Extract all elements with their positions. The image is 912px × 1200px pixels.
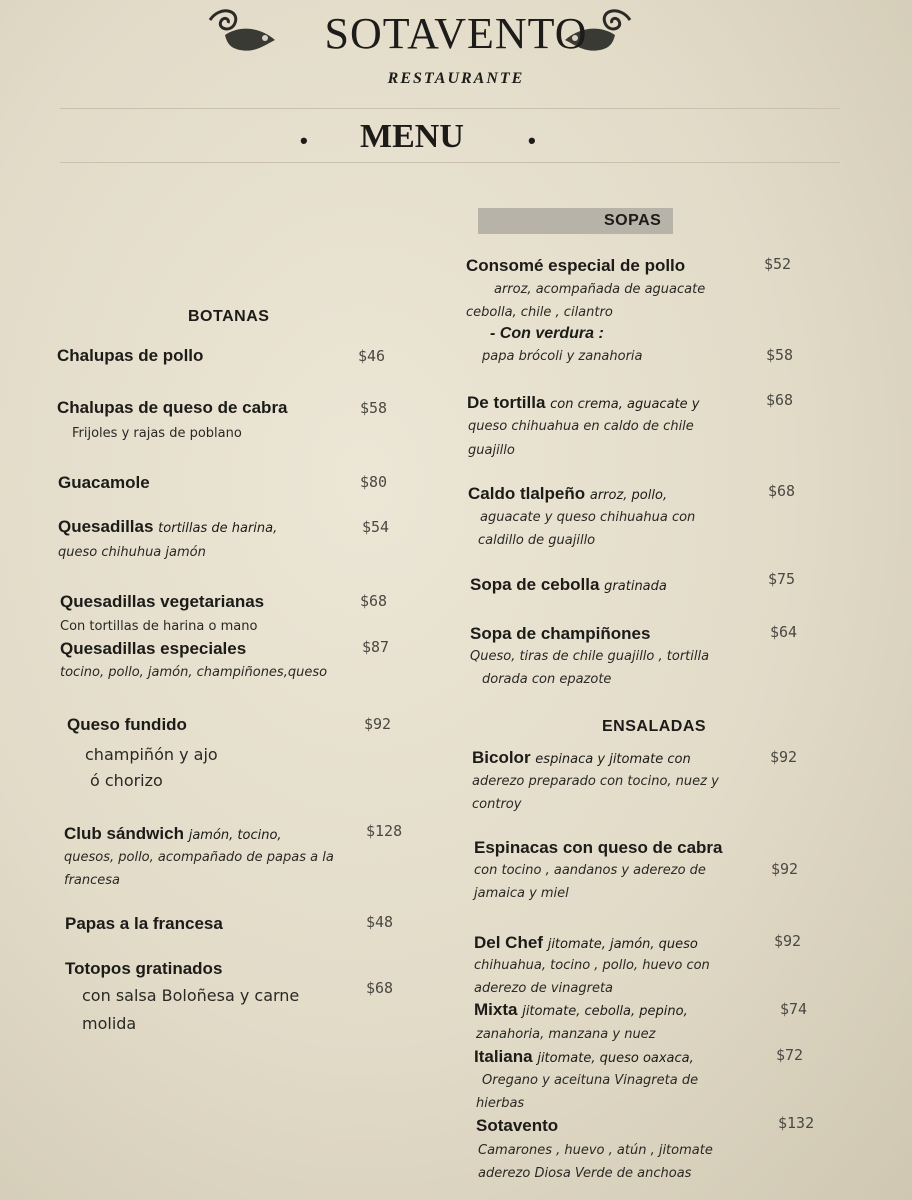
menu-item-desc: aguacate y queso chihuahua con: [480, 510, 696, 525]
header-rule-2: [60, 162, 840, 163]
menu-item-desc: Frijoles y rajas de poblano: [72, 426, 242, 441]
menu-item-desc: dorada con epazote: [482, 672, 612, 687]
restaurant-subtitle: RESTAURANTE: [387, 70, 525, 87]
menu-item-price: $68: [768, 482, 796, 500]
menu-item-name: Queso fundido: [67, 715, 187, 734]
section-title-botanas: BOTANAS: [188, 308, 270, 325]
menu-item-inline: jamón, tocino,: [188, 828, 282, 843]
menu-item-desc: chihuahua, tocino , pollo, huevo con: [474, 958, 710, 973]
menu-item-price: $92: [770, 748, 798, 766]
menu-item-name-text: Bicolor: [472, 748, 531, 767]
menu-item-price: $68: [366, 979, 394, 997]
menu-item-name: Totopos gratinados: [65, 959, 223, 978]
menu-item-name: Guacamole: [58, 473, 150, 492]
menu-item-desc: zanahoria, manzana y nuez: [476, 1027, 656, 1042]
menu-item-name-text: Sopa de cebolla: [470, 575, 600, 594]
menu-item-name: Quesadillas vegetarianas: [60, 592, 265, 611]
menu-item-price: $72: [776, 1046, 804, 1064]
menu-item-price: $92: [774, 932, 802, 950]
menu-item-name-text: Del Chef: [474, 933, 543, 952]
menu-item-name: Papas a la francesa: [65, 914, 223, 933]
menu-title: MENU: [360, 118, 464, 155]
menu-item-inline: con crema, aguacate y: [550, 397, 700, 412]
menu-item-price: $80: [360, 473, 388, 491]
menu-item-name: [472, 748, 691, 768]
menu-item-desc: aderezo preparado con tocino, nuez y: [472, 774, 719, 789]
menu-item-desc: Con tortillas de harina o mano: [60, 619, 258, 634]
menu-item-name: Espinacas con queso de cabra: [474, 838, 723, 857]
menu-item-desc: caldillo de guajillo: [478, 533, 596, 548]
menu-subitem-price: $58: [766, 346, 794, 364]
menu-item-name: [58, 517, 277, 537]
menu-item-desc: arroz, acompañada de aguacate: [494, 282, 706, 297]
menu-item-name: Quesadillas especiales: [60, 639, 247, 658]
menu-item-name: Sotavento: [476, 1116, 559, 1135]
menu-subitem-desc: papa brócoli y zanahoria: [482, 349, 643, 364]
menu-item-price: $74: [780, 1000, 808, 1018]
menu-item-name: [470, 575, 667, 595]
menu-item-name-text: Quesadillas: [58, 517, 154, 536]
menu-item-price: $68: [766, 391, 794, 409]
menu-item-price: $132: [778, 1114, 815, 1132]
menu-item-desc: jamaica y miel: [474, 886, 569, 901]
menu-item-price: $58: [360, 399, 388, 417]
menu-item-name-text: De tortilla: [467, 393, 546, 412]
menu-item-inline: espinaca y jitomate con: [535, 752, 691, 767]
restaurant-logo: SOTAVENTO: [324, 9, 588, 58]
menu-item-price: $52: [764, 255, 792, 273]
menu-item-name: Sopa de champiñones: [470, 624, 651, 643]
menu-item-inline: jitomate, jamón, queso: [547, 937, 698, 952]
menu-item-desc: con salsa Boloñesa y carne: [82, 986, 300, 1005]
menu-item-name: Chalupas de queso de cabra: [57, 398, 288, 417]
header-rule: [60, 108, 840, 109]
menu-item-desc: controy: [472, 797, 522, 812]
menu-item-name: Consomé especial de pollo: [466, 256, 686, 275]
menu-item-desc: tocino, pollo, jamón, champiñones,queso: [60, 665, 328, 680]
menu-item-desc: champiñón y ajo: [85, 745, 218, 764]
menu-item-name-text: Caldo tlalpeño: [468, 484, 586, 503]
menu-item-inline: jitomate, cebolla, pepino,: [522, 1004, 688, 1019]
menu-bullet-right: •: [528, 128, 536, 153]
menu-item-name: [64, 824, 282, 844]
menu-item-desc: aderezo de vinagreta: [474, 981, 614, 996]
menu-item-price: $128: [366, 822, 403, 840]
menu-item-desc: guajillo: [468, 443, 515, 458]
menu-item-desc: hierbas: [476, 1096, 525, 1111]
menu-item-price: $75: [768, 570, 796, 588]
menu-item-desc: francesa: [64, 873, 121, 888]
menu-item-price: $48: [366, 913, 394, 931]
section-title-sopas: SOPAS: [604, 212, 662, 229]
menu-bullet-left: •: [300, 128, 308, 153]
menu-item-price: $92: [771, 860, 799, 878]
menu-item-name: [467, 393, 699, 413]
menu-item-inline: jitomate, queso oaxaca,: [537, 1051, 694, 1066]
menu-item-name: [474, 933, 698, 953]
menu-item-desc: aderezo Diosa Verde de anchoas: [478, 1166, 692, 1181]
menu-item-name: [474, 1047, 694, 1067]
menu-item-price: $87: [362, 638, 390, 656]
menu-item-name: [468, 484, 667, 504]
menu-item-price: $92: [364, 715, 392, 733]
menu-item-name-text: Club sándwich: [64, 824, 184, 843]
menu-subitem-name: - Con verdura :: [490, 325, 604, 342]
menu-item-desc: Camarones , huevo , atún , jitomate: [478, 1143, 713, 1158]
menu-item-name: Chalupas de pollo: [57, 346, 204, 365]
menu-item-desc: quesos, pollo, acompañado de papas a la: [64, 850, 334, 865]
menu-item-name-text: Italiana: [474, 1047, 533, 1066]
menu-item-inline: arroz, pollo,: [589, 488, 668, 503]
menu-item-desc: Oregano y aceituna Vinagreta de: [482, 1073, 699, 1088]
menu-item-name: [474, 1000, 688, 1020]
menu-item-inline: tortillas de harina,: [158, 521, 278, 536]
menu-item-desc: ó chorizo: [90, 771, 163, 790]
section-title-ensaladas: ENSALADAS: [602, 718, 707, 735]
menu-item-price: $54: [362, 518, 390, 536]
menu-item-name-text: Mixta: [474, 1000, 518, 1019]
menu-item-price: $46: [358, 347, 386, 365]
menu-item-desc: cebolla, chile , cilantro: [466, 305, 613, 320]
menu-item-desc: queso chihuahua en caldo de chile: [468, 419, 694, 434]
menu-item-price: $64: [770, 623, 798, 641]
menu-item-price: $68: [360, 592, 388, 610]
menu-item-desc: queso chihuhua jamón: [58, 545, 206, 560]
menu-item-inline: gratinada: [604, 579, 667, 594]
menu-item-desc: con tocino , aandanos y aderezo de: [474, 863, 706, 878]
menu-item-desc: molida: [82, 1014, 137, 1033]
menu-item-desc: Queso, tiras de chile guajillo , tortilla: [470, 649, 710, 664]
